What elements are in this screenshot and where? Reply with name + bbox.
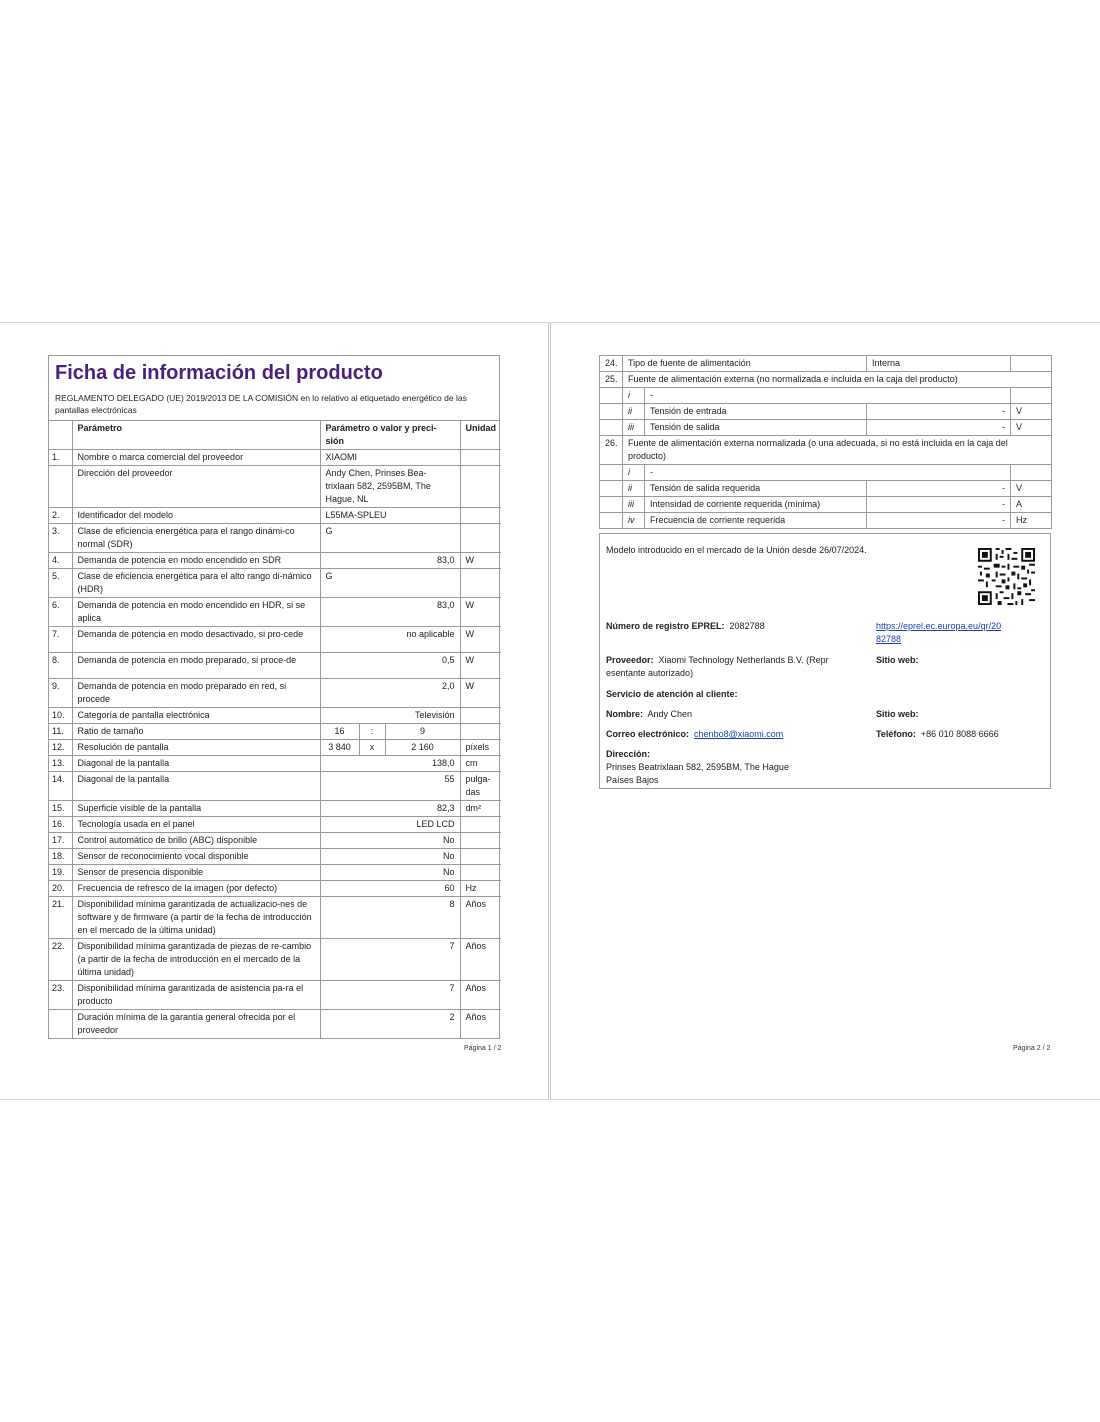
table-row: 16. Tecnología usada en el panel LED LCD: [49, 817, 501, 833]
table-row: 17. Control automático de brillo (ABC) disponible No: [49, 833, 501, 849]
table-row: 22. Disponibilidad mínima garantizada de piezas de re-cambio (a partir de la fecha de introducción en el mercado de la última unidad) 7 Años: [49, 939, 501, 981]
address-block: [606, 748, 789, 787]
table-row: 2. Identificador del modelo L55MA-SPLEU: [49, 508, 501, 524]
table-row: ii Tensión de entrada - V: [600, 404, 1052, 420]
table-row: 5. Clase de eficiencia energética para el alto rango di-námico (HDR) G: [49, 569, 501, 598]
sheet-title: Ficha de información del producto: [55, 362, 383, 384]
table-row: 20. Frecuencia de refresco de la imagen (por defecto) 60 Hz: [49, 881, 501, 897]
parameters-table: [49, 421, 501, 1038]
customer-service-label: Servicio de atención al cliente:: [606, 689, 738, 699]
table-row: iii Tensión de salida - V: [600, 420, 1052, 436]
market-intro: Modelo introducido en el mercado de la Unión desde 26/07/2024.: [606, 545, 867, 555]
header-value: Parámetro o valor y preci-sión: [320, 421, 460, 450]
eprel-info-box: [599, 533, 1051, 789]
header-param: Parámetro: [72, 421, 320, 450]
table-row: 18. Sensor de reconocimiento vocal disponible No: [49, 849, 501, 865]
regulation-bold: REGLAMENTO DELEGADO (UE) 2019/2013 DE LA COMISIÓN: [55, 393, 299, 403]
document-page-1: [0, 322, 549, 1100]
supplier-name-cont: esentante autorizado): [606, 668, 694, 678]
address-label: Dirección:: [606, 749, 651, 759]
name-value: Andy Chen: [647, 709, 693, 719]
supplier-block: [606, 654, 864, 680]
eprel-number: 2082788: [729, 621, 765, 631]
eprel-registration: [606, 620, 765, 633]
table-row: 10. Categoría de pantalla electrónica Televisión: [49, 708, 501, 724]
table-row: 1. Nombre o marca comercial del proveedor XIAOMI: [49, 450, 501, 466]
table-row: 23. Disponibilidad mínima garantizada de asistencia pa-ra el producto 7 Años: [49, 981, 501, 1010]
header-unit: Unidad: [460, 421, 501, 450]
page-number: Página 2 / 2: [1013, 1045, 1051, 1052]
table-row: 26. Fuente de alimentación externa normalizada (o una adecuada, si no está incluida en la caja del producto): [600, 436, 1052, 465]
qr-code-icon[interactable]: [978, 548, 1035, 605]
regulation-text: [49, 388, 499, 421]
table-row: ii Tensión de salida requerida - V: [600, 481, 1052, 497]
phone-label: Teléfono:: [876, 729, 916, 739]
table-row: 13. Diagonal de la pantalla 138,0 cm: [49, 756, 501, 772]
table-row: 11. Ratio de tamaño 16 : 9: [49, 724, 501, 740]
power-supply-table-wrap: [599, 355, 1051, 529]
contact-email: [606, 728, 783, 741]
table-row: 9. Demanda de potencia en modo preparado en red, si procede 2,0 W: [49, 679, 501, 708]
eprel-url-line2: 82788: [876, 634, 902, 644]
table-row: 8. Demanda de potencia en modo preparado, si proce-de 0,5 W: [49, 653, 501, 679]
table-row: iii Intensidad de corriente requerida (mínima) - A: [600, 497, 1052, 513]
eprel-label: Número de registro EPREL:: [606, 621, 725, 631]
table-row: 12. Resolución de pantalla 3 840 x 2 160 píxels: [49, 740, 501, 756]
table-row: 4. Demanda de potencia en modo encendido en SDR 83,0 W: [49, 553, 501, 569]
supplier-label: Proveedor:: [606, 655, 654, 665]
document-page-2: [550, 322, 1100, 1100]
supplier-name: Xiaomi Technology Netherlands B.V. (Repr: [658, 655, 829, 665]
product-info-sheet: [48, 355, 500, 1039]
name-label: Nombre:: [606, 709, 644, 719]
eprel-url-line1: https://eprel.ec.europa.eu/qr/20: [876, 621, 1002, 631]
email-link[interactable]: chenbo8@xiaomi.com: [694, 729, 784, 739]
table-row: 19. Sensor de presencia disponible No: [49, 865, 501, 881]
table-row: 7. Demanda de potencia en modo desactivado, si pro-cede no aplicable W: [49, 627, 501, 653]
contact-name: [606, 708, 692, 721]
table-row: iv Frecuencia de corriente requerida - Hz: [600, 513, 1052, 529]
page-number: Página 1 / 2: [464, 1045, 502, 1052]
table-row: Dirección del proveedor Andy Chen, Prinses Bea-trixlaan 582, 2595BM, The Hague, NL: [49, 466, 501, 508]
address-line2: Países Bajos: [606, 775, 659, 785]
phone-value: +86 010 8088 6666: [920, 729, 999, 739]
website-label: Sitio web:: [876, 655, 919, 665]
table-row: 21. Disponibilidad mínima garantizada de actualizacio-nes de software y de firmware (a partir de la fecha de introducción en el mercado de la última unidad) 8 Años: [49, 897, 501, 939]
power-supply-table: [599, 355, 1052, 529]
table-row: 6. Demanda de potencia en modo encendido en HDR, si se aplica 83,0 W: [49, 598, 501, 627]
table-row: i -: [600, 388, 1052, 404]
email-label: Correo electrónico:: [606, 729, 690, 739]
regulation-rest: en lo relativo al etiquetado energético de las pantallas electrónicas: [55, 393, 467, 415]
table-row: 24. Tipo de fuente de alimentación Interna: [600, 356, 1052, 372]
table-header-row: [49, 421, 501, 450]
table-row: Duración mínima de la garantía general ofrecida por el proveedor 2 Años: [49, 1010, 501, 1039]
address-line1: Prinses Beatrixlaan 582, 2595BM, The Hague: [606, 762, 789, 772]
website-label-2: Sitio web:: [876, 709, 919, 719]
eprel-url-link[interactable]: [876, 620, 1001, 646]
table-row: 14. Diagonal de la pantalla 55 pulga-das: [49, 772, 501, 801]
table-row: 3. Clase de eficiencia energética para el rango dinámi-co normal (SDR) G: [49, 524, 501, 553]
contact-phone: [876, 728, 999, 741]
table-row: 25. Fuente de alimentación externa (no normalizada e incluida en la caja del producto): [600, 372, 1052, 388]
table-row: 15. Superficie visible de la pantalla 82,3 dm²: [49, 801, 501, 817]
table-row: i -: [600, 465, 1052, 481]
